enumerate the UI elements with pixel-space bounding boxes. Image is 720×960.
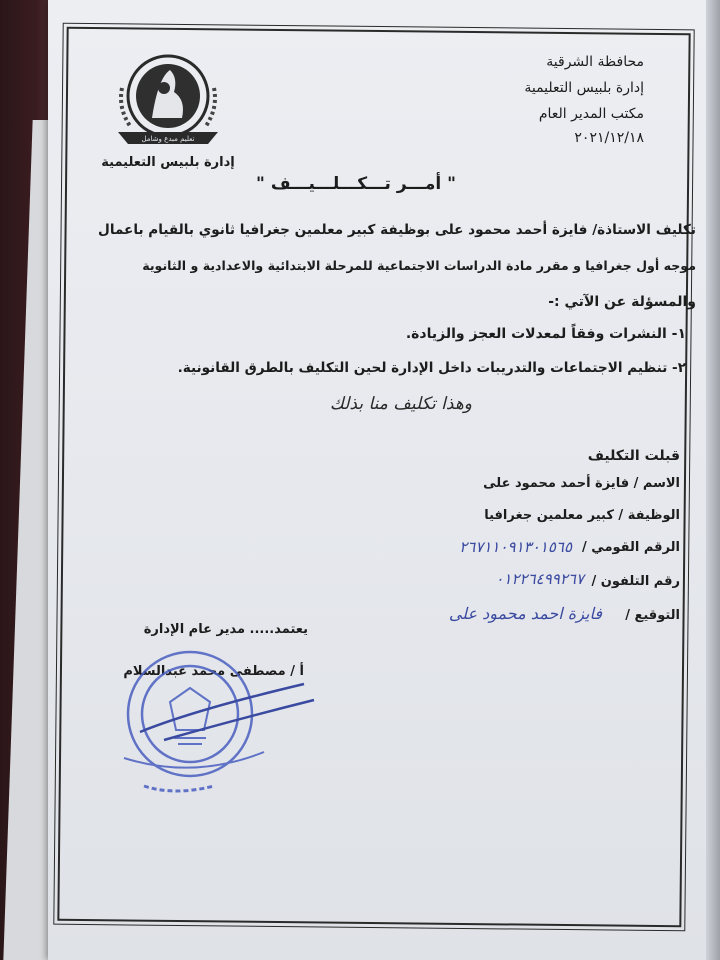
- header-office: مكتب المدير العام: [538, 106, 644, 122]
- administration-logo: [101, 48, 235, 178]
- body-line-1: تكليف الاستاذة/ فايزة أحمد محمود على بوظيفة كبير معلمين جغرافيا ثانوي بالقيام باعمال: [98, 222, 696, 238]
- document-title: " أمـــر تـــكـــلـــيـــف ": [256, 174, 456, 194]
- paper-edge: [706, 0, 720, 960]
- acceptance-job: الوظيفة / كبير معلمين جغرافيا: [484, 508, 680, 523]
- handwritten-note: وهذا تكليف منا بذلك: [329, 394, 472, 414]
- logo-ribbon-text: تعليم مبدع وشامل: [141, 135, 195, 143]
- body-item-2: ٢- تنظيم الاجتماعات والتدريبات داخل الإدارة لحين التكليف بالطرق القانونية.: [177, 360, 686, 376]
- header-governorate: محافظة الشرقية: [546, 54, 644, 70]
- phone-label: رقم التلفون /: [591, 574, 680, 589]
- national-id-label: الرقم القومي /: [582, 540, 680, 555]
- approver-name: أ / مصطفى محمد عبدالسلام: [123, 664, 304, 679]
- signature-label: التوقيع /: [625, 608, 680, 623]
- acceptance-heading: قبلت التكليف: [587, 448, 680, 464]
- phone-value: ٠١٢٢٦٤٩٩٢٦٧: [495, 570, 584, 588]
- signature-value: فايزة احمد محمود على: [448, 604, 602, 623]
- official-stamp: [104, 640, 324, 800]
- acceptance-name: الاسم / فايزة أحمد محمود على: [483, 476, 680, 491]
- body-item-1: ١- النشرات وفقاً لمعدلات العجز والزيادة.: [405, 326, 686, 342]
- header-administration: إدارة بلبيس التعليمية: [524, 80, 644, 96]
- body-line-3: والمسؤلة عن الآتي :-: [548, 294, 696, 310]
- header-date: ٢٠٢١/١٢/١٨: [574, 130, 644, 146]
- national-id-value: ٢٦٧١١٠٩١٣٠١٥٦٥: [459, 538, 572, 556]
- approval-label: يعتمد..... مدير عام الإدارة: [143, 622, 308, 637]
- logo-caption: إدارة بلبيس التعليمية: [101, 155, 235, 170]
- body-line-2: موجه أول جغرافيا و مقرر مادة الدراسات الاجتماعية للمرحلة الابتدائية والاعدادية و الثانوية: [142, 258, 696, 273]
